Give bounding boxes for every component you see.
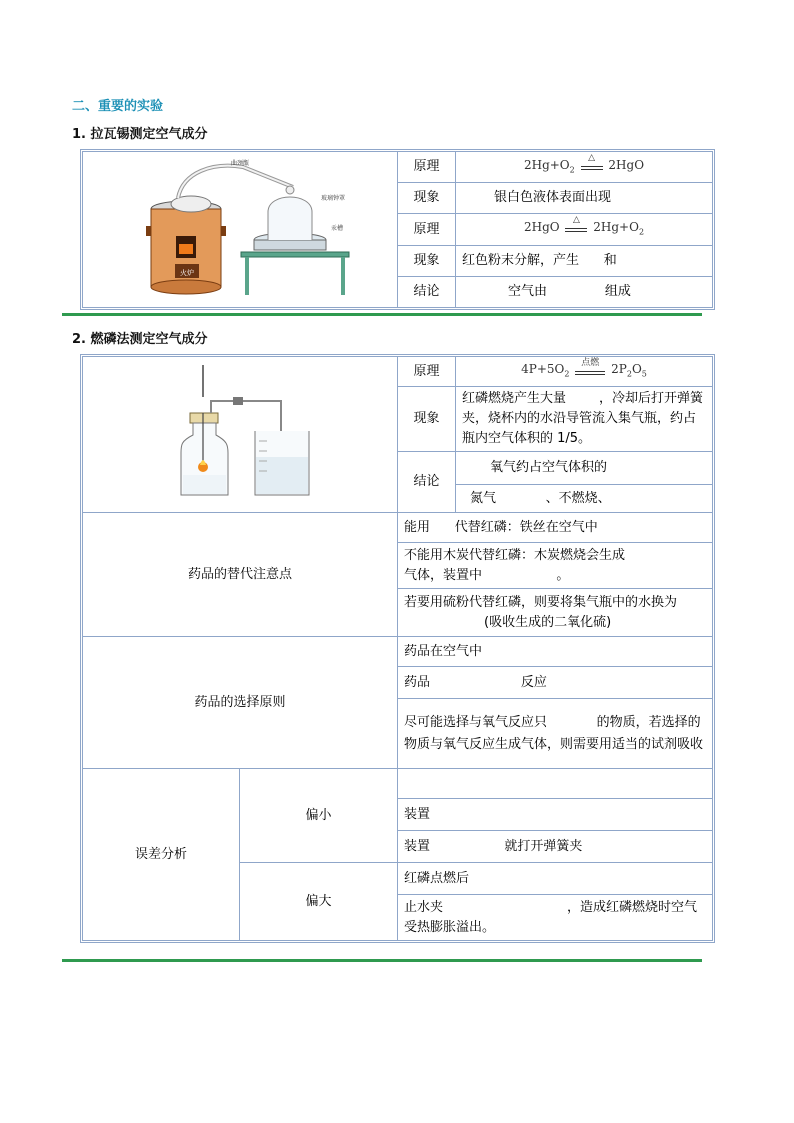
heat-mark: △ [588, 153, 596, 164]
eq-sub: 2 [638, 227, 645, 237]
eq-sub: 2 [626, 369, 632, 379]
error-large-label: 偏大 [240, 863, 398, 941]
substitute-line [398, 543, 713, 589]
error-small-line: 装置 [398, 799, 713, 831]
substitute-label: 药品的替代注意点 [83, 513, 398, 637]
reaction-arrow [565, 215, 587, 234]
conclusion-line-1: 氧气约占空气体积的 [456, 452, 713, 485]
phenomenon-text: 红磷燃烧产生大量 ，冷却后打开弹簧夹，烧杯内的水沿导管流入集气瓶，约占瓶内空气体积的 1/5。 [456, 387, 713, 452]
eq-left: 2HgO [523, 219, 560, 234]
heat-mark: △ [572, 215, 580, 226]
eq-left: 2Hg+O [523, 157, 570, 172]
eq-right-mid: O [631, 362, 642, 376]
equation-cell [456, 357, 713, 387]
phosphorus-apparatus-figure [83, 357, 398, 513]
error-small-line [398, 769, 713, 799]
selection-line: 药品在空气中 [398, 637, 713, 667]
error-small-line: 装置 就打开弹簧夹 [398, 831, 713, 863]
eq-sub: 2 [569, 164, 575, 174]
eq-right: 2Hg+O [593, 219, 639, 234]
phosphorus-table [82, 356, 713, 941]
conclusion-text: 空气由 组成 [456, 276, 713, 307]
eq-sub: 5 [641, 369, 647, 379]
experiment-2-title: 2. 燃磷法测定空气成分 [72, 332, 208, 347]
row-label: 原理 [398, 152, 456, 183]
reaction-arrow [575, 357, 605, 377]
row-label: 现象 [398, 245, 456, 276]
row-label: 现象 [398, 183, 456, 214]
equation-cell [456, 152, 713, 183]
substitute-line-a: 不能用木炭代替红磷：木炭燃烧会生成 [404, 547, 626, 563]
substitute-line-d: (吸收生成的二氧化硫) [484, 614, 612, 630]
eq-left: 4P+5O [521, 362, 565, 376]
phenomenon-text: 银白色液体表面出现 [456, 183, 713, 214]
error-large-line: 止水夹 ，造成红磷燃烧时空气受热膨胀溢出。 [398, 895, 713, 941]
ignite-mark: 点燃 [581, 357, 600, 368]
selection-line: 尽可能选择与氧气反应只 的物质，若选择的物质与氧气反应生成气体，则需要用适当的试剂吸收 [398, 699, 713, 769]
lavoisier-apparatus-figure [83, 152, 398, 308]
furnace-label: 火炉 [180, 269, 194, 277]
row-label: 现象 [398, 387, 456, 452]
trough-label: 汞槽 [331, 225, 344, 232]
divider-line [62, 959, 702, 962]
selection-label: 药品的选择原则 [83, 637, 398, 769]
substitute-line-c: 若要用硫粉代替红磷，则要将集气瓶中的水换为 [404, 594, 678, 610]
phenomenon-text: 红色粉末分解，产生 和 [456, 245, 713, 276]
row-label: 原理 [398, 357, 456, 387]
selection-line: 药品 反应 [398, 667, 713, 699]
lavoisier-table [82, 151, 713, 308]
error-large-line: 红磷点燃后 [398, 863, 713, 895]
substitute-line: 能用 代替红磷：铁丝在空气中 [398, 513, 713, 543]
error-small-label: 偏小 [240, 769, 398, 863]
conclusion-line-2: 氮气 、不燃烧、 [456, 485, 713, 513]
experiment-1-title: 1. 拉瓦锡测定空气成分 [72, 127, 208, 142]
eq-right: 2P [611, 362, 627, 376]
eq-right: 2HgO [608, 157, 645, 172]
row-label: 原理 [398, 214, 456, 245]
equation-cell [456, 214, 713, 245]
reaction-arrow [581, 153, 603, 172]
row-label: 结论 [398, 452, 456, 513]
bell-jar-label: 玻璃钟罩 [321, 195, 346, 202]
row-label: 结论 [398, 276, 456, 307]
substitute-line [398, 589, 713, 637]
retort-label: 曲颈甑 [231, 160, 250, 167]
divider-line [62, 313, 702, 316]
section-heading: 二、重要的实验 [72, 99, 164, 114]
eq-sub: 2 [564, 369, 570, 379]
substitute-line-b: 气体，装置中 。 [404, 567, 570, 583]
error-analysis-label: 误差分析 [83, 769, 240, 941]
